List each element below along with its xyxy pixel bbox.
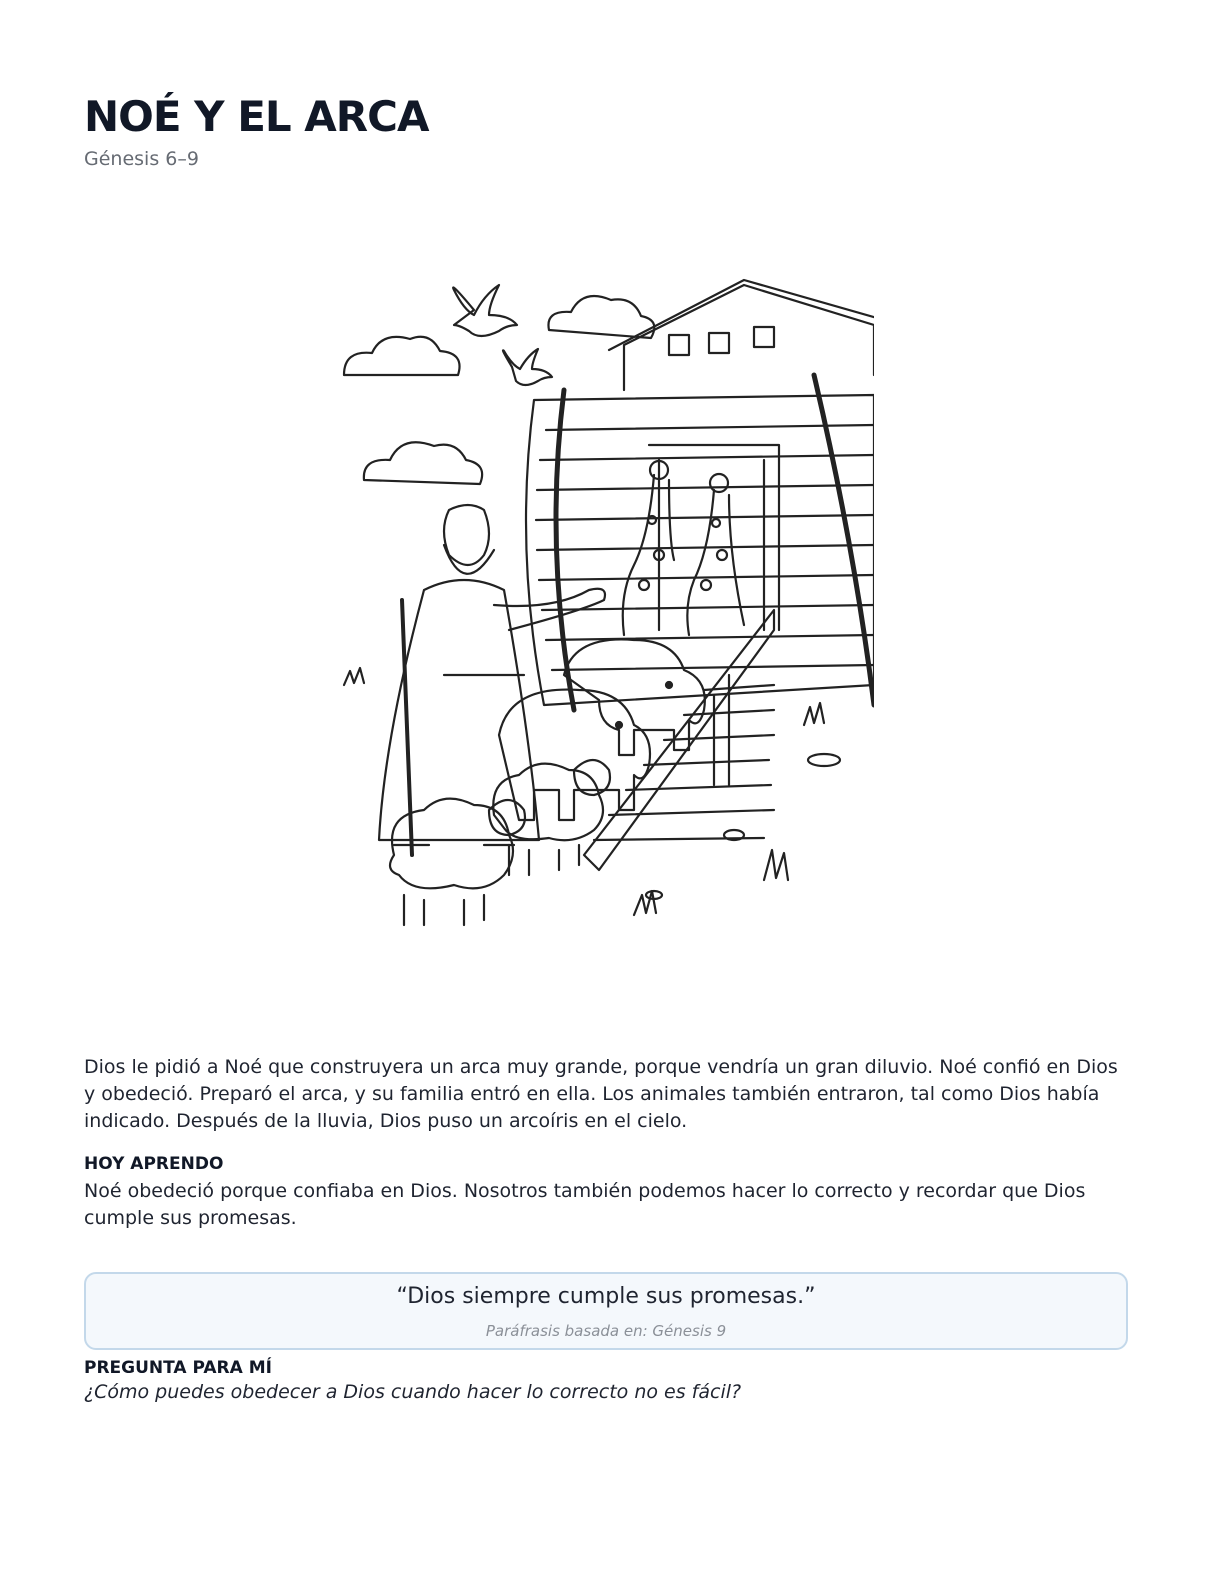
ark-icon (526, 280, 874, 710)
cloud-icon (548, 296, 654, 338)
ramp-icon (584, 610, 774, 870)
question-label: PREGUNTA PARA MÍ (84, 1358, 272, 1378)
cloud-icon (344, 337, 460, 375)
scripture-reference: Génesis 6–9 (84, 148, 199, 170)
memory-verse: “Dios siempre cumple sus promesas.” (396, 1284, 816, 1309)
cloud-icon (364, 442, 482, 484)
reflection-question: ¿Cómo puedes obedecer a Dios cuando hacer lo correcto no es fácil? (84, 1381, 742, 1403)
noah-ark-coloring-illustration (334, 255, 874, 955)
learn-label: HOY APRENDO (84, 1154, 224, 1174)
dove-icon (453, 285, 517, 336)
dove-icon (503, 349, 552, 385)
verse-source: Paráfrasis basada en: Génesis 9 (485, 1322, 727, 1340)
grass-icon (344, 668, 840, 915)
learn-text: Noé obedeció porque confiaba en Dios. Nosotros también podemos hacer lo correcto y recordar que Dios cumple sus promesas. (84, 1180, 1086, 1229)
giraffe-icon (687, 474, 744, 635)
memory-verse-box (84, 1272, 1128, 1350)
story-paragraph: Dios le pidió a Noé que construyera un arca muy grande, porque vendría un gran diluvio. Noé confió en Dios y obedeció. Preparó el arca, y su familia entró en ella. Los animales también entraron, tal como Dios había indicado. Después de la lluvia, Dios puso un arcoíris en el cielo. (84, 1056, 1118, 1132)
sheep-icon (493, 760, 610, 875)
page-title: NOÉ Y EL ARCA (84, 92, 429, 141)
